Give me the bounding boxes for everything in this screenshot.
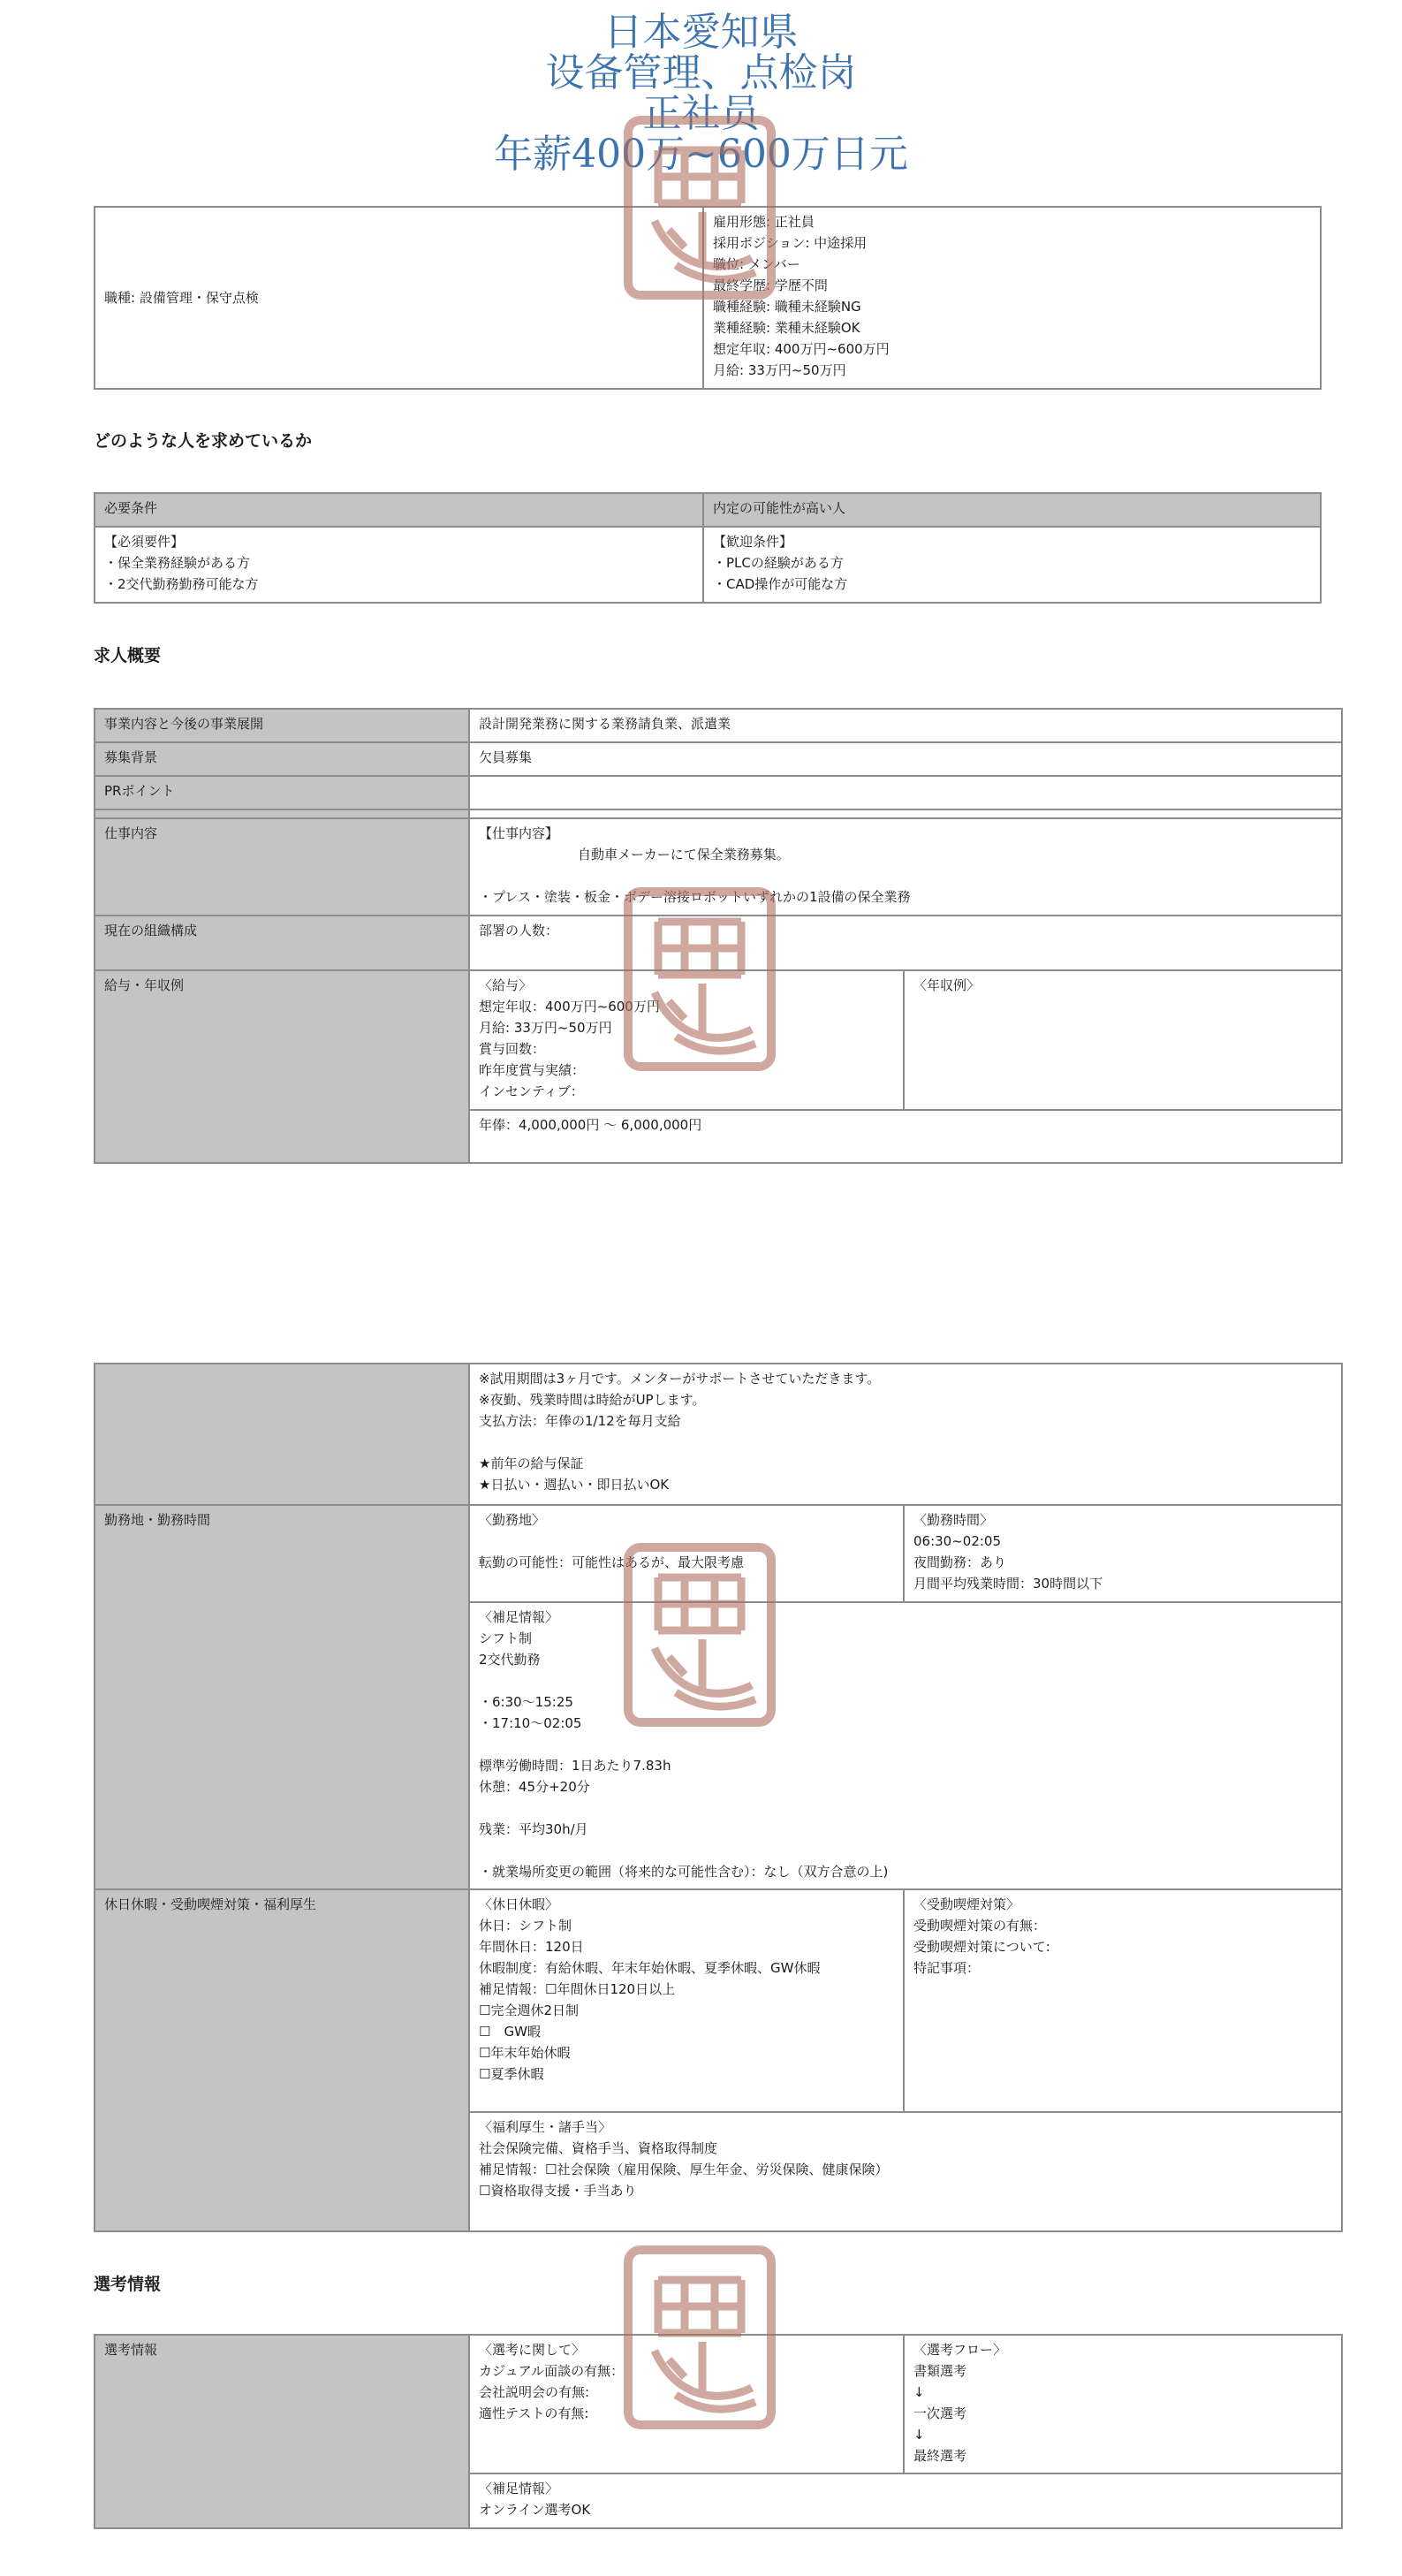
summary-details-cell: [703, 207, 1321, 389]
salary-label: 給与・年収例: [95, 970, 469, 1163]
title-line-position: 设备管理、点检岗: [545, 50, 857, 95]
selection-flow: 〈選考フロー〉 書類選考 ↓ 一次選考 ↓ 最終選考: [904, 2335, 1342, 2473]
spacer-value: [469, 809, 1342, 818]
title-line-employment: 正社员: [642, 91, 760, 136]
supplement-text: 〈補足情報〉 シフト制 2交代勤務 ・6:30～15:25 ・17:10～02:05 標準労働時間：1日あたり7.83h 休憩：45分+20分 残業：平均30h/月 ・就業場所変更の範囲（将来的な可能性含む）：なし（双方合意の上): [469, 1602, 1342, 1889]
required-text: 【必須要件】 ・保全業務経験がある方 ・2交代勤務勤務可能な方: [95, 527, 703, 603]
salary-notes: ※試用期間は3ヶ月です。メンターがサポートさせていただきます。 ※夜勤、残業時間は時給がUPします。 支払方法：年俸の1/12を毎月支給 ★前年の給与保証 ★日払い・週払い・即日払いOK: [469, 1364, 1342, 1505]
pr-label: PRポイント: [95, 776, 469, 809]
summary-table: [94, 206, 1322, 390]
location-text: 〈勤務地〉 転勤の可能性：可能性はあるが、最大限考慮: [469, 1505, 904, 1602]
overview-table: [94, 708, 1343, 1164]
summary-details: 雇用形態: 正社員 採用ポジション: 中途採用 職位: メンバー 最終学歴: 学歴不問 職種経験: 職種未経験NG 業種経験: 業種未経験OK 想定年収: 400万円~600万円 月給: 33万円~50万円: [713, 214, 890, 378]
selection-supplement: 〈補足情報〉 オンライン選考OK: [469, 2473, 1342, 2528]
job-type-text: 職種: 設備管理・保守点検: [104, 290, 259, 306]
job-label: 仕事内容: [95, 818, 469, 916]
hours-text: 〈勤務時間〉 06:30~02:05 夜間勤務：あり 月間平均残業時間：30時間以下: [904, 1505, 1342, 1602]
business-label: 事業内容と今後の事業展開: [95, 709, 469, 742]
job-line-detail: ・プレス・塗装・板金・ボデー溶接ロボットいずれかの1設備の保全業務: [479, 889, 911, 905]
org-value: 部署の人数：: [469, 916, 1342, 970]
org-label: 現在の組織構成: [95, 916, 469, 970]
job-type-cell: [95, 207, 703, 389]
required-header: 必要条件: [95, 493, 703, 527]
selection-heading: 選考情報: [94, 2275, 162, 2294]
welfare-text: 〈福利厚生・諸手当〉 社会保険完備、資格手当、資格取得制度 補足情報：☐社会保険（雇用保険、厚生年金、労災保険、健康保険） ☐資格取得支援・手当あり: [469, 2112, 1342, 2231]
background-value: 欠員募集: [469, 742, 1342, 776]
job-line-blank: [479, 865, 1332, 886]
annual-example: 〈年収例〉: [904, 970, 1342, 1110]
salary-text: 〈給与〉 想定年収：400万円~600万円 月給: 33万円~50万円 賞与回数： 昨年度賞与実績： インセンティブ：: [469, 970, 904, 1110]
preferred-text: 【歓迎条件】 ・PLCの経験がある方 ・CAD操作が可能な方: [703, 527, 1321, 603]
requirements-table: [94, 492, 1322, 604]
page-title: [0, 12, 1402, 175]
job-line-heading: 【仕事内容】: [479, 825, 559, 841]
overview-heading: 求人概要: [94, 646, 162, 665]
annual-salary: 年俸：4,000,000円 ～ 6,000,000円: [469, 1110, 1342, 1163]
title-line-salary: 年薪400万~600万日元: [494, 132, 908, 177]
requirements-heading: どのような人を求めているか: [94, 431, 313, 451]
title-line-location: 日本愛知県: [603, 10, 799, 55]
smoking-text: 〈受動喫煙対策〉 受動喫煙対策の有無： 受動喫煙対策について: 特記事項：: [904, 1889, 1342, 2112]
pr-value: [469, 776, 1342, 809]
background-label: 募集背景: [95, 742, 469, 776]
business-value: 設計開発業務に関する業務請負業、派遣業: [469, 709, 1342, 742]
preferred-header: 内定の可能性が高い人: [703, 493, 1321, 527]
holiday-label: 休日休暇・受動喫煙対策・福利厚生: [95, 1889, 469, 2231]
selection-table: [94, 2334, 1343, 2529]
selection-label: 選考情報: [95, 2335, 469, 2528]
continued-table: [94, 1363, 1343, 2232]
location-label: 勤務地・勤務時間: [95, 1505, 469, 1889]
holiday-text: 〈休日休暇〉 休日：シフト制 年間休日：120日 休暇制度：有給休暇、年末年始休暇、夏季休暇、GW休暇 補足情報：☐年間休日120日以上 ☐完全週休2日制 ☐ GW暇 ☐年末年始休暇 ☐夏季休暇: [469, 1889, 904, 2112]
job-content-cell: [469, 818, 1342, 916]
job-line-summary: 自動車メーカーにて保全業務募集。: [578, 847, 790, 862]
salary-continued-label: [95, 1364, 469, 1505]
spacer-label: [95, 809, 469, 818]
selection-about: 〈選考に関して〉 カジュアル面談の有無： 会社説明会の有無: 適性テストの有無:: [469, 2335, 904, 2473]
